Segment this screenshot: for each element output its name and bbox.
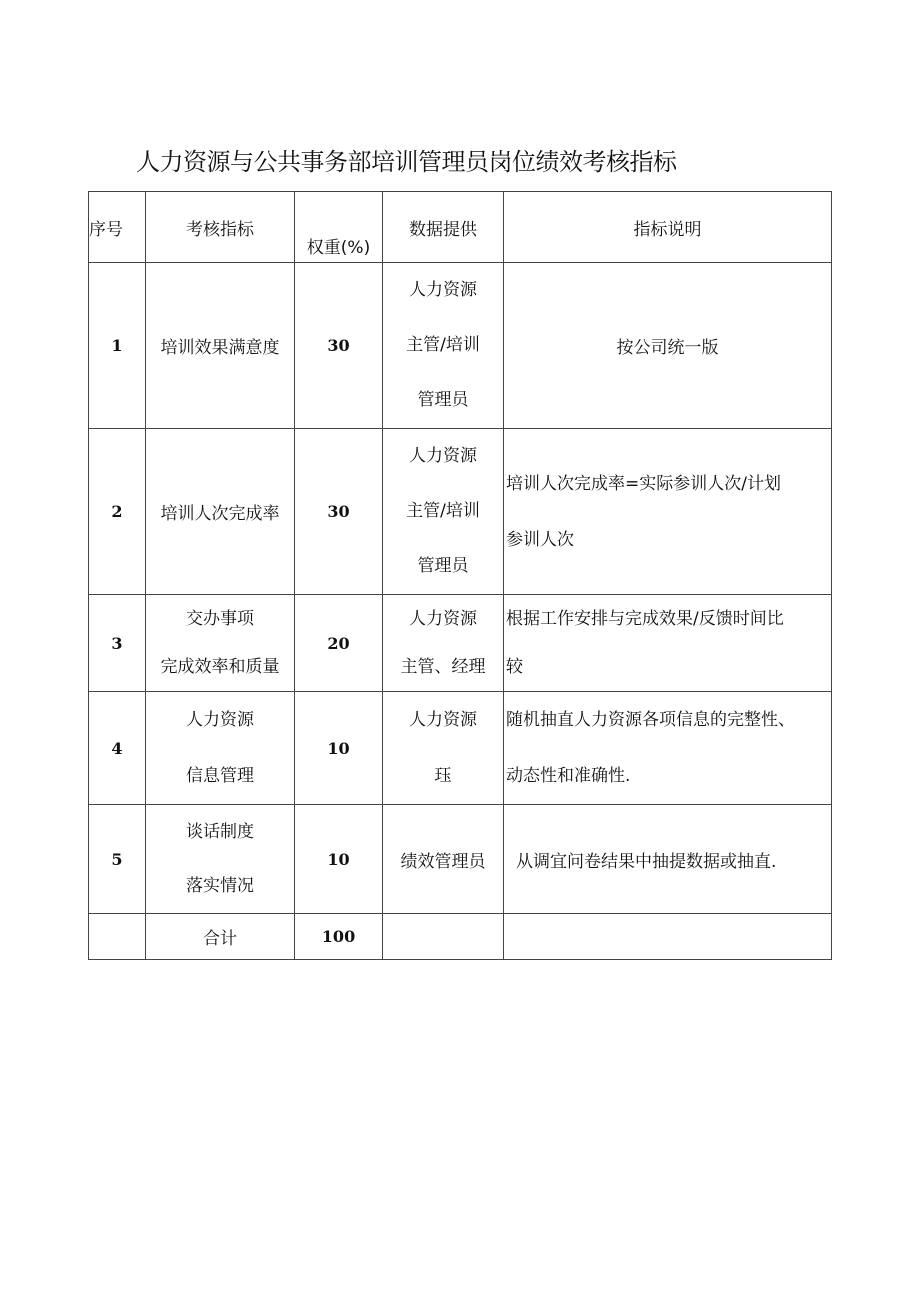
- row-desc-line: 从调宜问卷结果中抽提数据或抽直.: [516, 851, 777, 872]
- table-row: [89, 692, 832, 805]
- total-source-empty: [383, 914, 504, 960]
- row-source-line: 管理员: [417, 556, 469, 576]
- row-desc-line: 按公司统一版: [616, 338, 719, 358]
- row-desc-line: 较: [506, 657, 523, 677]
- row-source-line: 人力资源: [409, 280, 477, 300]
- row-indicator-line: 完成效率和质量: [160, 657, 280, 677]
- kpi-table: [88, 191, 832, 960]
- row-weight: 30: [295, 263, 383, 429]
- row-desc: [504, 805, 832, 914]
- header-desc: 指标说明: [504, 192, 832, 263]
- row-source-line: 主管/培训: [406, 501, 480, 521]
- row-desc-line: 培训人次完成率=实际参训人次/计划: [506, 473, 781, 494]
- header-weight: 权重(%): [295, 192, 383, 263]
- total-seq-empty: [89, 914, 146, 960]
- header-indicator: 考核指标: [146, 192, 295, 263]
- row-desc: [504, 429, 832, 595]
- row-indicator-line: 人力资源: [186, 710, 254, 730]
- header-seq: 序号: [89, 192, 146, 263]
- row-desc-line: 动态性和准确性.: [506, 766, 631, 786]
- row-indicator-line: 谈话制度: [186, 822, 254, 842]
- row-indicator: [146, 263, 295, 429]
- row-indicator-line: 培训效果满意度: [160, 338, 280, 358]
- row-indicator-line: 培训人次完成率: [160, 504, 280, 524]
- row-source-line: 珏: [434, 766, 452, 786]
- table-row: [89, 263, 832, 429]
- row-indicator: [146, 429, 295, 595]
- row-source-line: 主管/培训: [406, 335, 480, 355]
- row-desc: [504, 595, 832, 692]
- row-seq: 1: [89, 263, 146, 429]
- row-source: [383, 805, 504, 914]
- row-seq: 2: [89, 429, 146, 595]
- row-source-line: 主管、经理: [400, 657, 486, 677]
- row-indicator: [146, 805, 295, 914]
- row-seq: 4: [89, 692, 146, 805]
- row-source: [383, 692, 504, 805]
- row-desc-line: 根据工作安排与完成效果/反馈时间比: [506, 609, 784, 629]
- row-indicator-line: 落实情况: [186, 876, 254, 896]
- row-weight: 10: [295, 805, 383, 914]
- row-desc: [504, 263, 832, 429]
- header-source: 数据提供: [383, 192, 504, 263]
- row-desc-line: 参训人次: [506, 529, 574, 550]
- table-row: [89, 429, 832, 595]
- row-source: [383, 595, 504, 692]
- row-indicator: [146, 692, 295, 805]
- row-source-line: 管理员: [417, 390, 469, 410]
- total-desc-empty: [504, 914, 832, 960]
- table-row: [89, 805, 832, 914]
- row-source: [383, 263, 504, 429]
- table-header-row: [89, 192, 832, 263]
- row-weight: 10: [295, 692, 383, 805]
- table-row: [89, 595, 832, 692]
- row-source-line: 人力资源: [409, 710, 477, 730]
- page-title: 人力资源与公共事务部培训管理员岗位绩效考核指标: [136, 148, 677, 176]
- row-desc: [504, 692, 832, 805]
- table-total-row: [89, 914, 832, 960]
- total-label: 合计: [146, 914, 295, 960]
- row-source-line: 绩效管理员: [400, 851, 486, 872]
- row-indicator: [146, 595, 295, 692]
- row-indicator-line: 信息管理: [186, 766, 254, 786]
- row-source-line: 人力资源: [409, 609, 477, 629]
- row-weight: 20: [295, 595, 383, 692]
- row-weight: 30: [295, 429, 383, 595]
- row-indicator-line: 交办事项: [186, 609, 254, 629]
- row-desc-line: 随机抽直人力资源各项信息的完整性、: [506, 710, 795, 730]
- row-seq: 3: [89, 595, 146, 692]
- row-seq: 5: [89, 805, 146, 914]
- row-source: [383, 429, 504, 595]
- total-weight: 100: [295, 914, 383, 960]
- row-source-line: 人力资源: [409, 446, 477, 466]
